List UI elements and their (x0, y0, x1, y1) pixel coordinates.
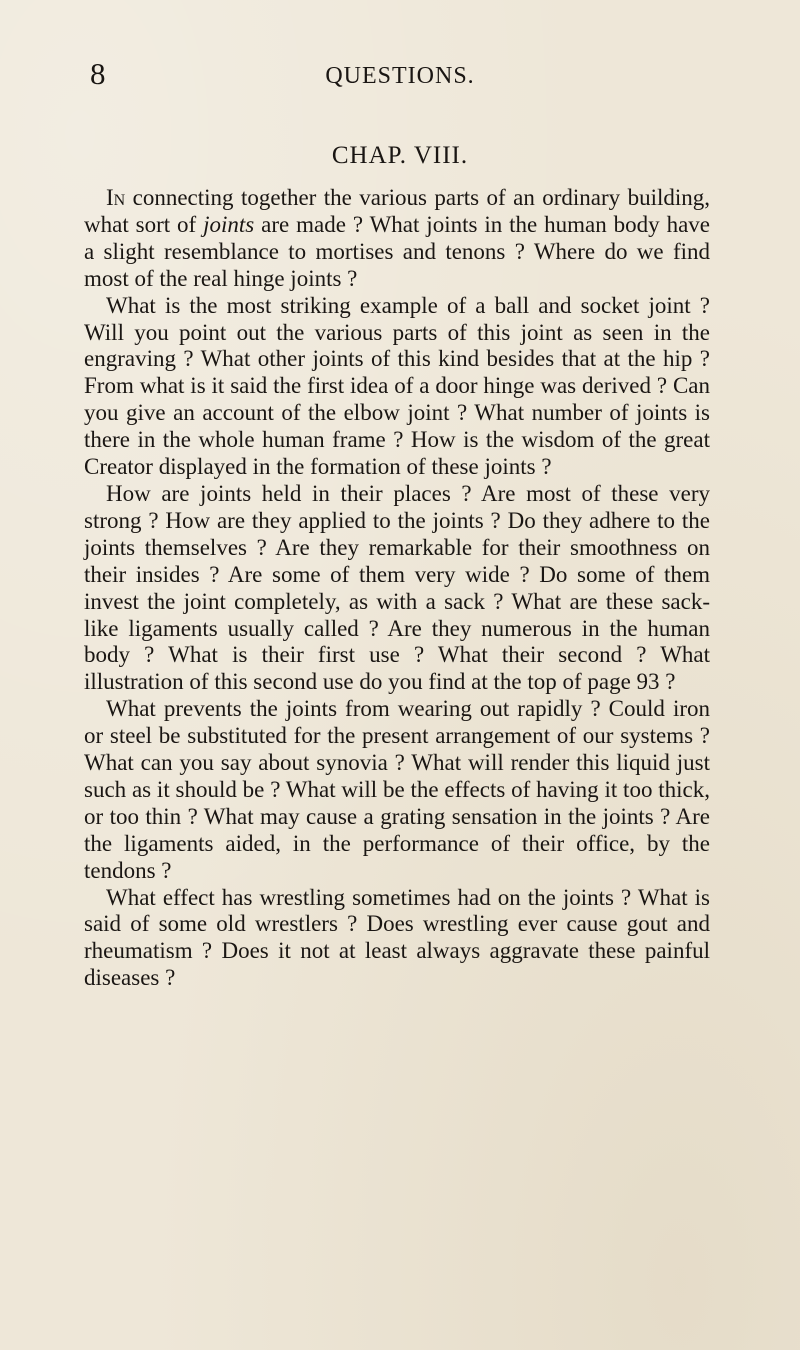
page-number: 8 (90, 56, 106, 91)
running-head (90, 54, 710, 94)
paragraph-text: are made ? What joints in the human body have a slight resemblance to mortises and tenons ? Where do we find most of the real hinge joints ? (84, 211, 711, 291)
paragraph: What effect has wrestling sometimes had on the joints ? What is said of some old wrestlers ? Does wrestling ever cause gout and rheumatism ? Does it not at least always aggravate these painful diseases ? (84, 884, 710, 991)
paragraph: What prevents the joints from wearing out rapidly ? Could iron or steel be substituted for the present arrangement of our systems ? What can you say about synovia ? What will render this liquid just such as it should be ? What will be the effects of having it too thick, or too thin ? What may cause a grating sensation in the joints ? Are the ligaments aided, in the performance of their office, by the tendons ? (84, 696, 710, 883)
running-head-title: QUESTIONS. (325, 63, 475, 89)
paragraph (84, 185, 710, 293)
paragraph: How are joints held in their places ? Are most of these very strong ? How are they applied to the joints ? Do they adhere to the joints themselves ? Are they remarkable for their smoothness on their insides ? Are some of them very wide ? Do some of them invest the joint completely, as with a sack ? What are these sack-like ligaments usually called ? Are they numerous in the human body ? What is their first use ? What their second ? What illustration of this second use do you find at the top of page 93 ? (84, 480, 710, 695)
paragraph: What is the most striking example of a ball and socket joint ? Will you point out the various parts of this joint as seen in the engraving ? What other joints of this kind besides that at the hip ? From what is it said the first idea of a door hinge was derived ? Can you give an account of the elbow joint ? What number of joints is there in the whole human frame ? How is the wisdom of the great Creator displayed in the formation of these joints ? (84, 292, 710, 480)
italic-term: joints (203, 211, 255, 237)
paragraph-text: connecting together the various parts of an ordinary building, what sort of (84, 185, 710, 237)
chapter-heading: CHAP. VIII. (331, 142, 469, 169)
paragraph-lead-word: In (106, 185, 126, 210)
question-text (84, 185, 710, 992)
